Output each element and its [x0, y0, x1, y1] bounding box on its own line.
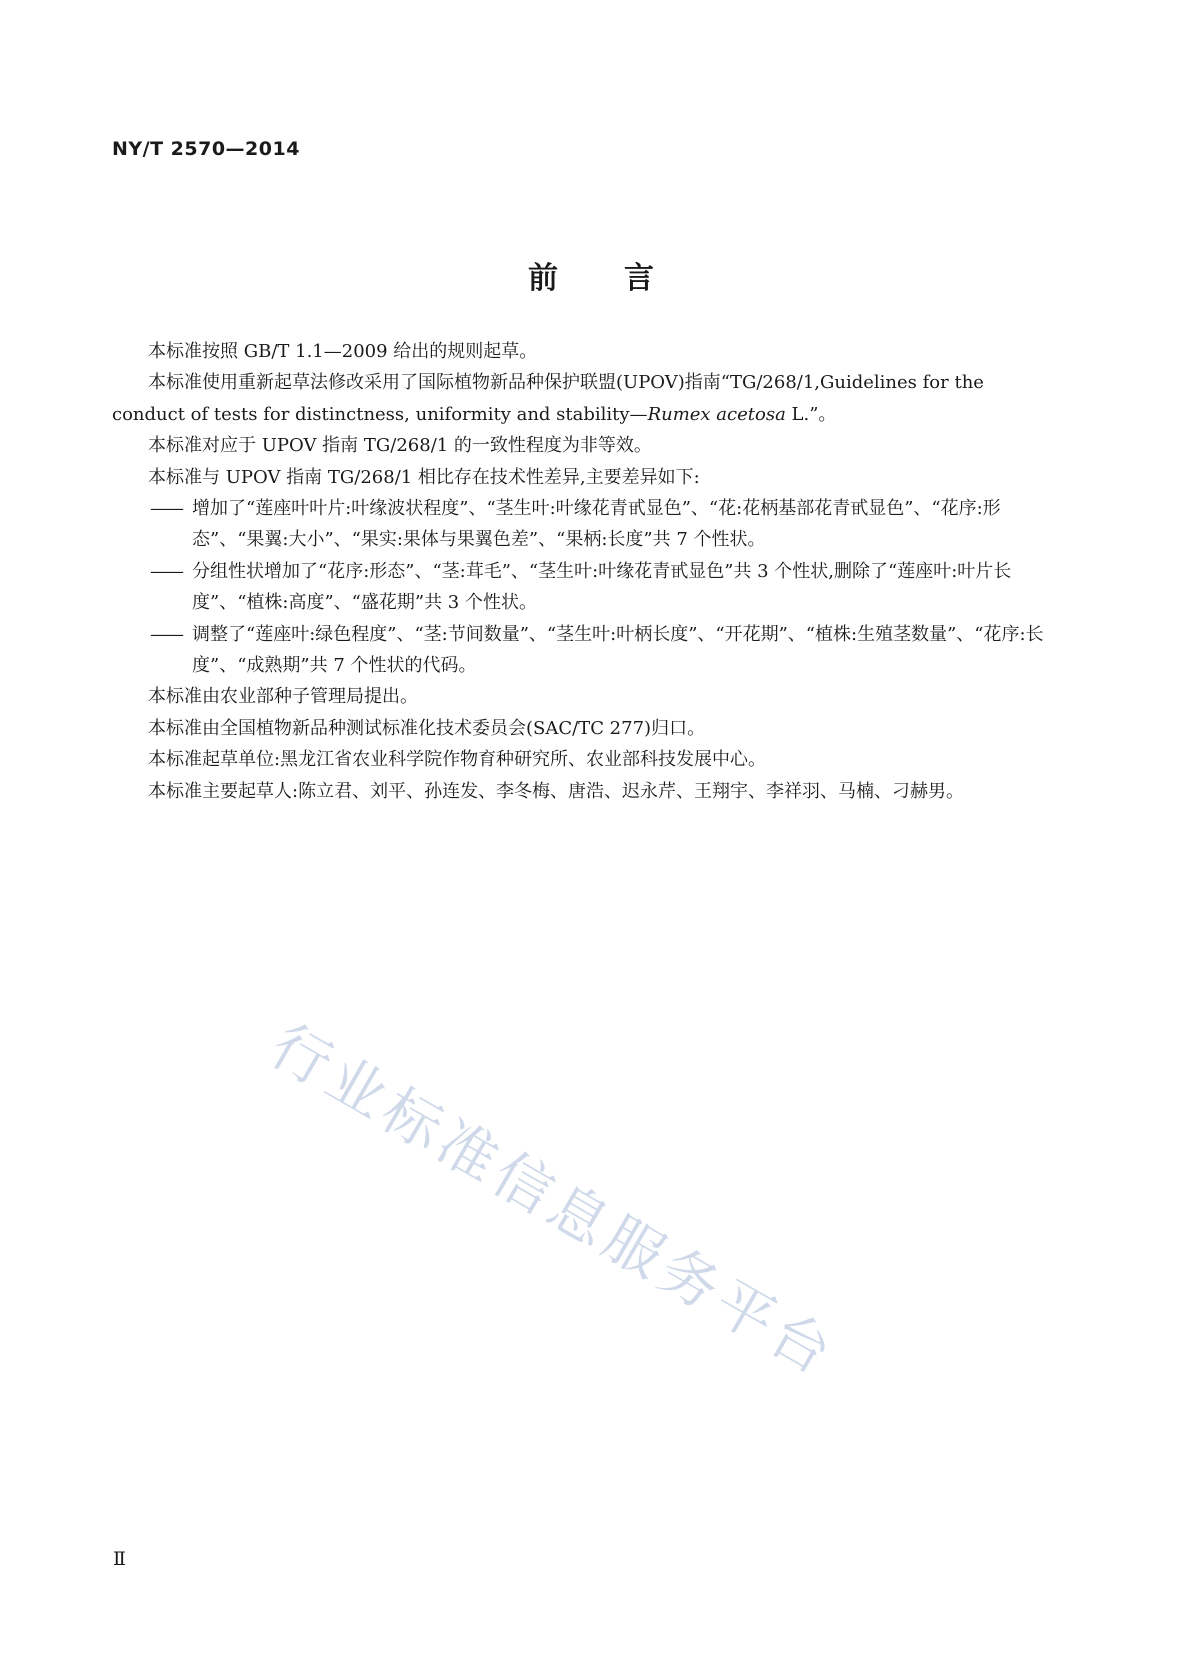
difference-text: 调整了“莲座叶:绿色程度”、“茎:节间数量”、“茎生叶:叶柄长度”、“开花期”、“植株:生殖茎数量”、“花序:长度”、“成熟期”共 7 个性状的代码。: [192, 623, 1044, 677]
paragraph-under-jurisdiction: 本标准由全国植物新品种测试标准化技术委员会(SAC/TC 277)归口。: [148, 717, 706, 739]
paragraph-differences: 本标准与 UPOV 指南 TG/268/1 相比存在技术性差异,主要差异如下:: [148, 466, 700, 488]
difference-text: 分组性状增加了“花序:形态”、“茎:茸毛”、“茎生叶:叶缘花青甙显色”共 3 个性状,删除了“莲座叶:叶片长度”、“植株:高度”、“盛花期”共 3 个性状。: [192, 560, 1012, 614]
difference-item-added: [112, 493, 1047, 556]
dash-mark: ——: [150, 623, 182, 645]
foreword-body: [112, 336, 1047, 807]
watermark: 行业标准信息服务平台: [259, 1011, 848, 1391]
dash-mark: ——: [150, 560, 182, 582]
paragraph-drafting-units: 本标准起草单位:黑龙江省农业科学院作物育种研究所、农业部科技发展中心。: [148, 749, 767, 771]
difference-text: 增加了“莲座叶叶片:叶缘波状程度”、“茎生叶:叶缘花青甙显色”、“花:花柄基部花青甙显色”、“花序:形态”、“果翼:大小”、“果实:果体与果翼色差”、“果柄:长度”共 7 个性状。: [192, 498, 1001, 551]
paragraph-proposed-by: 本标准由农业部种子管理局提出。: [148, 686, 418, 708]
title-char-1: 前: [528, 261, 558, 296]
paragraph-equivalence: 本标准对应于 UPOV 指南 TG/268/1 的一致性程度为非等效。: [148, 435, 652, 457]
page-number: Ⅱ: [113, 1548, 126, 1570]
species-name: Rumex acetosa: [647, 403, 786, 425]
standard-code: NY/T 2570—2014: [112, 138, 300, 160]
adoption-text-a: 本标准使用重新起草法修改采用了国际植物新品种保护联盟(UPOV)指南“TG/268/1,Guidelines for the conduct of tests for distinctness, uniformity and stability—: [112, 372, 984, 425]
dash-mark: ——: [150, 498, 182, 520]
page-title: [0, 253, 1182, 297]
paragraph-adoption: [112, 367, 1047, 430]
difference-item-grouping: [112, 556, 1047, 619]
title-char-2: 言: [624, 261, 654, 296]
paragraph-drafters: 本标准主要起草人:陈立君、刘平、孙连发、李冬梅、唐浩、迟永芹、王翔宇、李祥羽、马楠、刁赫男。: [148, 780, 965, 802]
paragraph-drafting-rules: 本标准按照 GB/T 1.1—2009 给出的规则起草。: [148, 341, 538, 362]
difference-item-codes: [112, 619, 1047, 682]
adoption-text-b: L.”。: [785, 403, 837, 425]
